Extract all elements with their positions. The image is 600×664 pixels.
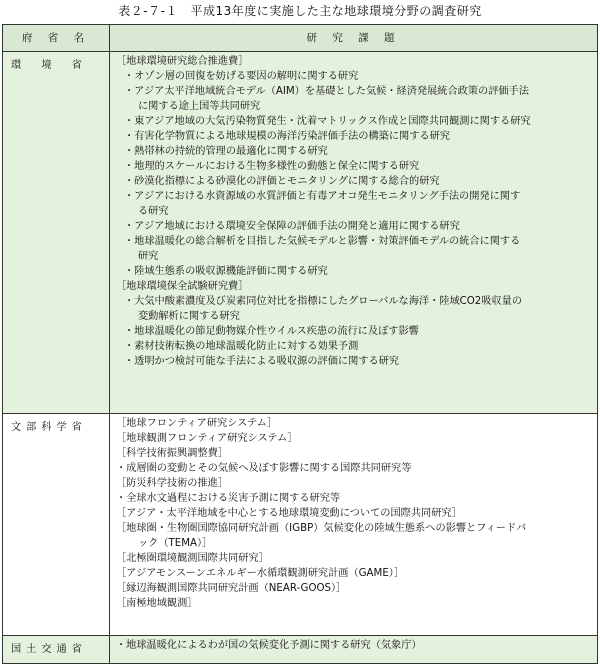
section-heading: ・成層圏の変動とその気候へ及ぼす影響に関する国際共同研究等 — [116, 463, 412, 474]
table-row — [3, 52, 598, 414]
ministry-name: 環 境 省 — [3, 52, 110, 414]
research-item: る研究 — [138, 206, 169, 217]
research-item: ・透明かつ検討可能な手法による吸収源の評価に関する研究 — [124, 356, 400, 367]
section-heading: ［地球観測フロンティア研究システム］ — [116, 433, 298, 444]
section-heading: ［地球環境研究総合推進費］ — [116, 56, 249, 67]
research-item: ・有害化学物質による地球規模の海洋汚染評価手法の構築に関する研究 — [124, 131, 450, 142]
header-research-topics: 研 究 課 題 — [110, 25, 598, 52]
topics-cell — [110, 636, 598, 664]
research-item: ・アジアにおける水資源域の水質評価と有毒アオコ発生モニタリング手法の開発に関す — [124, 191, 521, 202]
topics-cell — [110, 52, 598, 414]
section-heading: ［地球フロンティア研究システム］ — [116, 418, 278, 429]
research-item: に関する途上国等共同研究 — [138, 101, 261, 112]
research-item: ・地球温暖化の総合解析を目指した気候モデルと影響・対策評価モデルの統合に関する — [124, 236, 521, 247]
section-heading: ［科学技術振興調整費］ — [116, 448, 229, 459]
research-item: ・地球温暖化の節足動物媒介性ウイルス疾患の流行に及ぼす影響 — [124, 326, 419, 337]
section-heading: ［地球環境保全試験研究費］ — [116, 281, 249, 292]
section-heading: ［縁辺海観測国際共同研究計画（NEAR-GOOS）］ — [116, 583, 347, 594]
research-item: ・大気中酸素濃度及び炭素同位対比を指標にしたグローバルな海洋・陸域CO2吸収量の — [124, 296, 523, 307]
table-title: 表２-７-１ 平成13年度に実施した主な地球環境分野の調査研究 — [118, 4, 482, 18]
header-ministry: 府 省 名 — [3, 25, 110, 52]
table-row — [3, 414, 598, 636]
research-item: 変動解析に関する研究 — [138, 311, 240, 322]
research-item: ・アジア太平洋地域統合モデル（AIM）を基礎とした気候・経済発展統合政策の評価手法 — [124, 86, 529, 97]
research-item: ・アジア地域における環境安全保障の評価手法の開発と適用に関する研究 — [124, 221, 460, 232]
section-heading: ［アジア・太平洋地域を中心とする地球環境変動についての国際共同研究］ — [116, 508, 462, 519]
research-item: ・東アジア地域の大気汚染物質発生・沈着マトリックス作成と国際共同観測に関する研究 — [124, 116, 531, 127]
research-item: ・陸域生態系の吸収源機能評価に関する研究 — [124, 266, 328, 277]
research-item: ・地理的スケールにおける生物多様性の動態と保全に関する研究 — [124, 161, 420, 172]
research-item: ・オゾン層の回復を妨げる要因の解明に関する研究 — [124, 71, 359, 82]
header-row — [3, 25, 598, 52]
section-heading: ［防災科学技術の推進］ — [116, 478, 229, 489]
topics-cell — [110, 414, 598, 636]
section-heading: ［アジアモンスーンエネルギー水循環観測研究計画（GAME）］ — [116, 568, 405, 579]
section-heading: ・全球水文過程における災害予測に関する研究等 — [116, 493, 341, 504]
research-table — [2, 24, 598, 664]
research-item: ・熱帯林の持続的管理の最適化に関する研究 — [124, 146, 328, 157]
research-item: ・砂漠化指標による砂漠化の評価とモニタリングに関する総合的研究 — [124, 176, 440, 187]
ministry-name: 国土交通省 — [3, 636, 110, 664]
table-row — [3, 636, 598, 664]
ministry-name: 文部科学省 — [3, 414, 110, 636]
section-heading: ［北極圏環境観測国際共同研究］ — [116, 553, 269, 564]
research-item: 研究 — [138, 251, 159, 262]
section-heading: ［地球圏・生物圏国際協同研究計画（IGBP）気候変化の陸域生態系への影響とフィードバ — [116, 523, 527, 534]
research-item: ック（TEMA）］ — [138, 538, 213, 549]
section-heading: ［南極地域観測］ — [116, 598, 198, 609]
section-heading: ・地球温暖化によるわが国の気候変化予測に関する研究（気象庁） — [116, 640, 422, 651]
research-item: ・素材技術転換の地球温暖化防止に対する効果予測 — [124, 341, 359, 352]
